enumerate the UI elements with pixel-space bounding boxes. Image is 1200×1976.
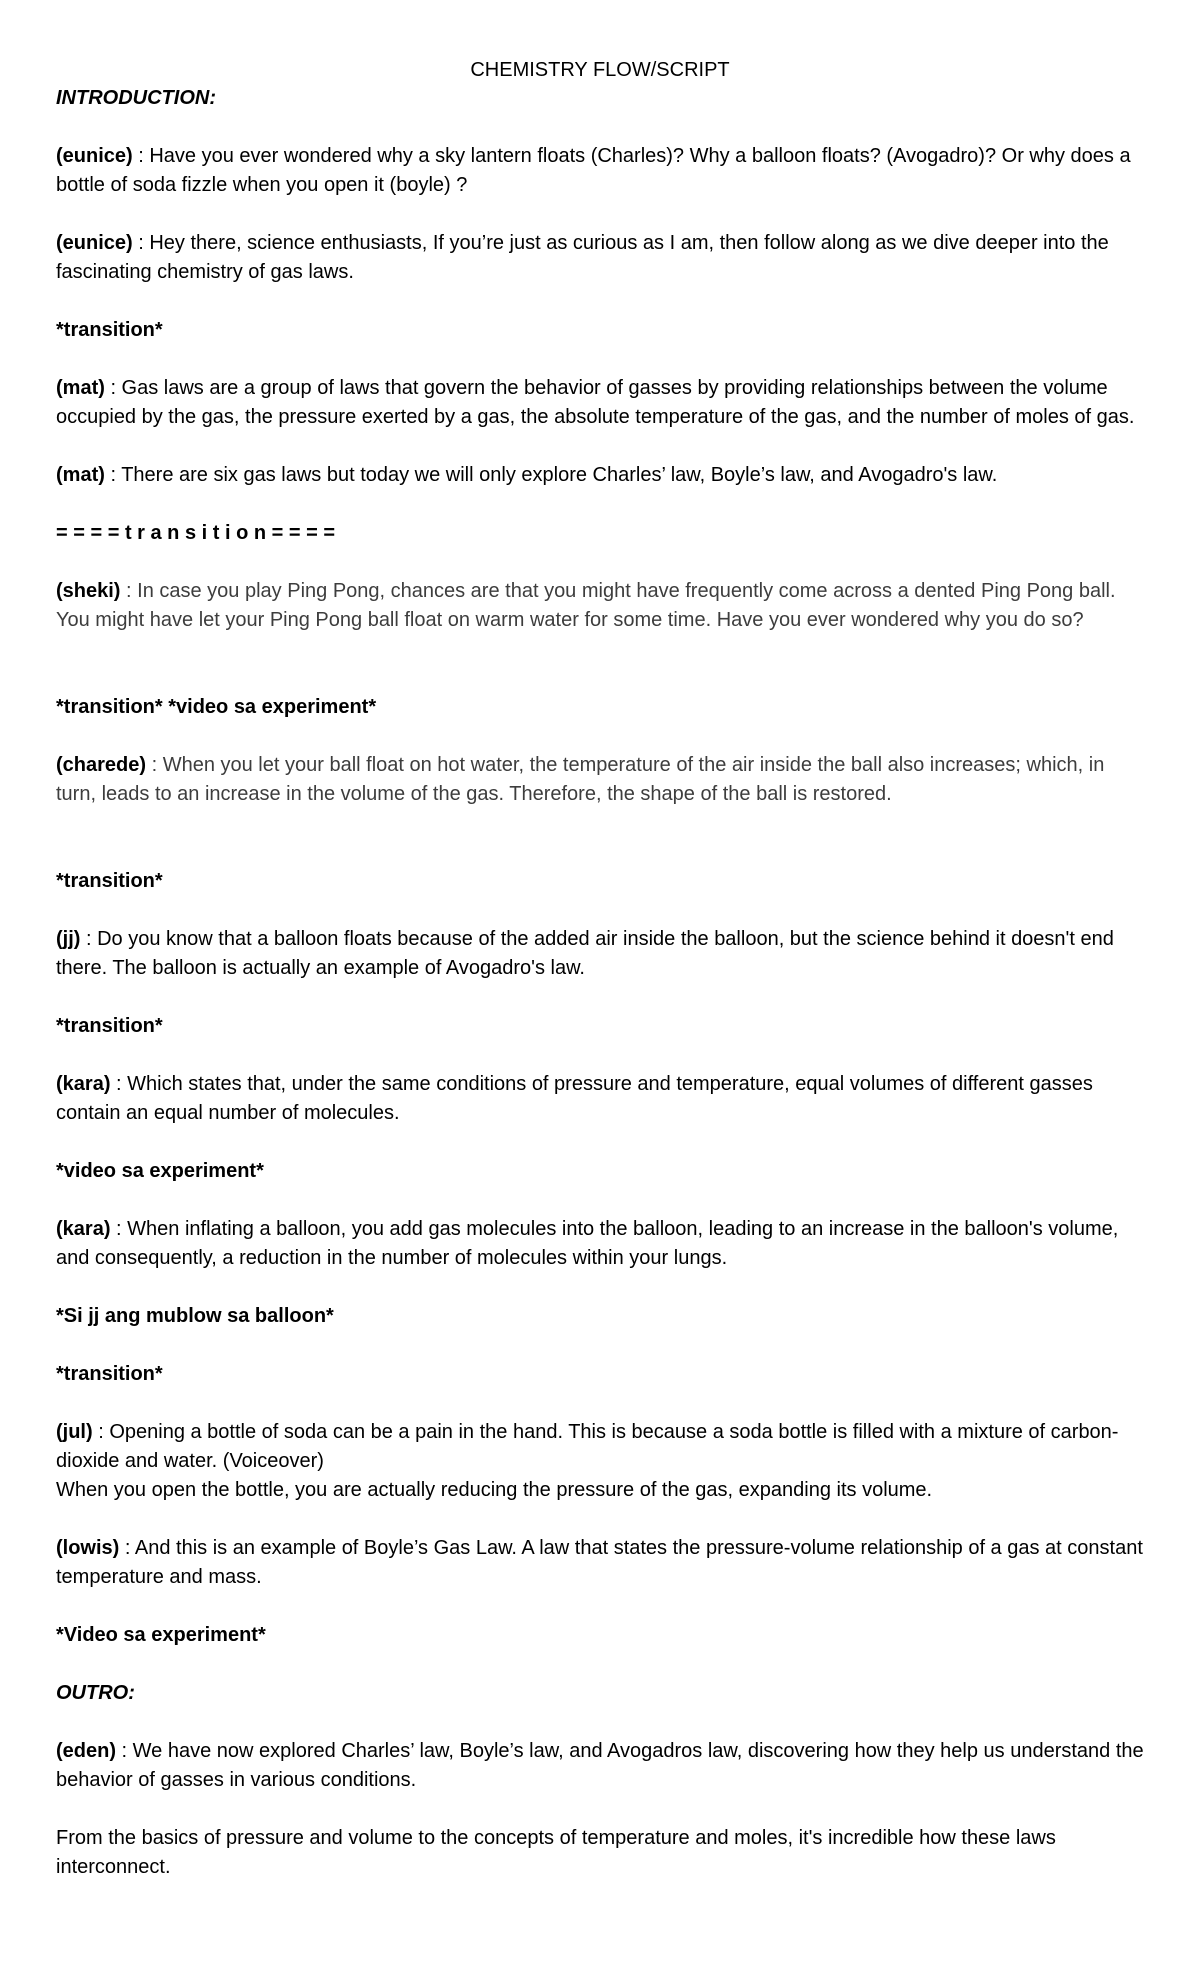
speaker-name: (kara) [56,1073,111,1095]
dialogue-text: : Hey there, science enthusiasts, If you’re just as curious as I am, then follow along as we dive deeper into the fascinating chemistry of gas laws. [56,232,1109,283]
dialogue-text: : In case you play Ping Pong, chances are that you might have frequently come across a dented Ping Pong ball. You might have let your Ping Pong ball float on warm water for some time. Have you ever wondered why you do so? [56,580,1116,631]
outro-heading: OUTRO: [56,1682,135,1704]
stage-cue: = = = = t r a n s i t i o n = = = = [56,522,336,544]
stage-cue: *Video sa experiment* [56,1624,266,1646]
dialogue-line [56,142,1144,200]
stage-cue: *transition* *video sa experiment* [56,696,377,718]
speaker-name: (kara) [56,1218,111,1240]
stage-cue: *transition* [56,1363,163,1385]
dialogue-line [56,925,1144,983]
dialogue-text: : Gas laws are a group of laws that govern the behavior of gasses by providing relationships between the volume occupied by the gas, the pressure exerted by a gas, the absolute temperature of the gas, and the number of moles of gas. [56,377,1135,428]
speaker-name: (jj) [56,928,81,950]
stage-cue: *transition* [56,319,163,341]
dialogue-line [56,751,1144,809]
document-title: CHEMISTRY FLOW/SCRIPT [470,59,730,81]
speaker-name: (eden) [56,1740,116,1762]
dialogue-text: : Which states that, under the same conditions of pressure and temperature, equal volumes of different gasses contain an equal number of molecules. [56,1073,1093,1124]
dialogue-text: : When you let your ball float on hot water, the temperature of the air inside the ball also increases; which, in turn, leads to an increase in the volume of the gas. Therefore, the shape of the ball is restored. [56,754,1105,805]
dialogue-line [56,229,1144,287]
dialogue-text: : And this is an example of Boyle’s Gas Law. A law that states the pressure-volume relationship of a gas at constant temperature and mass. [56,1537,1143,1588]
speaker-name: (mat) [56,464,105,486]
speaker-name: (eunice) [56,145,133,167]
dialogue-text: : When inflating a balloon, you add gas molecules into the balloon, leading to an increase in the balloon's volume, and consequently, a reduction in the number of molecules within your lungs. [56,1218,1119,1269]
dialogue-line [56,374,1144,432]
dialogue-text: : Opening a bottle of soda can be a pain in the hand. This is because a soda bottle is filled with a mixture of carbon-dioxide and water. (Voiceover) [56,1421,1119,1472]
speaker-name: (sheki) [56,580,121,602]
stage-cue: *Si jj ang mublow sa balloon* [56,1305,334,1327]
speaker-name: (lowis) [56,1537,120,1559]
stage-cue: *video sa experiment* [56,1160,264,1182]
speaker-name: (mat) [56,377,105,399]
stage-cue: *transition* [56,870,163,892]
dialogue-continuation: When you open the bottle, you are actually reducing the pressure of the gas, expanding its volume. [56,1479,933,1501]
speaker-name: (eunice) [56,232,133,254]
speaker-name: (charede) [56,754,147,776]
dialogue-line [56,1737,1144,1795]
dialogue-text: : There are six gas laws but today we will only explore Charles’ law, Boyle’s law, and Avogadro's law. [104,464,998,486]
dialogue-line [56,1534,1144,1592]
introduction-heading: INTRODUCTION: [56,87,216,109]
closing-paragraph: From the basics of pressure and volume to the concepts of temperature and moles, it's incredible how these laws interconnect. [56,1827,1056,1878]
dialogue-line [56,1215,1144,1273]
dialogue-line [56,461,1144,490]
dialogue-line [56,1070,1144,1128]
dialogue-line [56,1418,1144,1476]
speaker-name: (jul) [56,1421,93,1443]
stage-cue: *transition* [56,1015,163,1037]
dialogue-line [56,577,1144,635]
dialogue-text: : Do you know that a balloon floats because of the added air inside the balloon, but the science behind it doesn't end there. The balloon is actually an example of Avogadro's law. [56,928,1114,979]
dialogue-text: : We have now explored Charles’ law, Boyle’s law, and Avogadros law, discovering how they help us understand the behavior of gasses in various conditions. [56,1740,1144,1791]
dialogue-text: : Have you ever wondered why a sky lantern floats (Charles)? Why a balloon floats? (Avogadro)? Or why does a bottle of soda fizzle when you open it (boyle) ? [56,145,1131,196]
